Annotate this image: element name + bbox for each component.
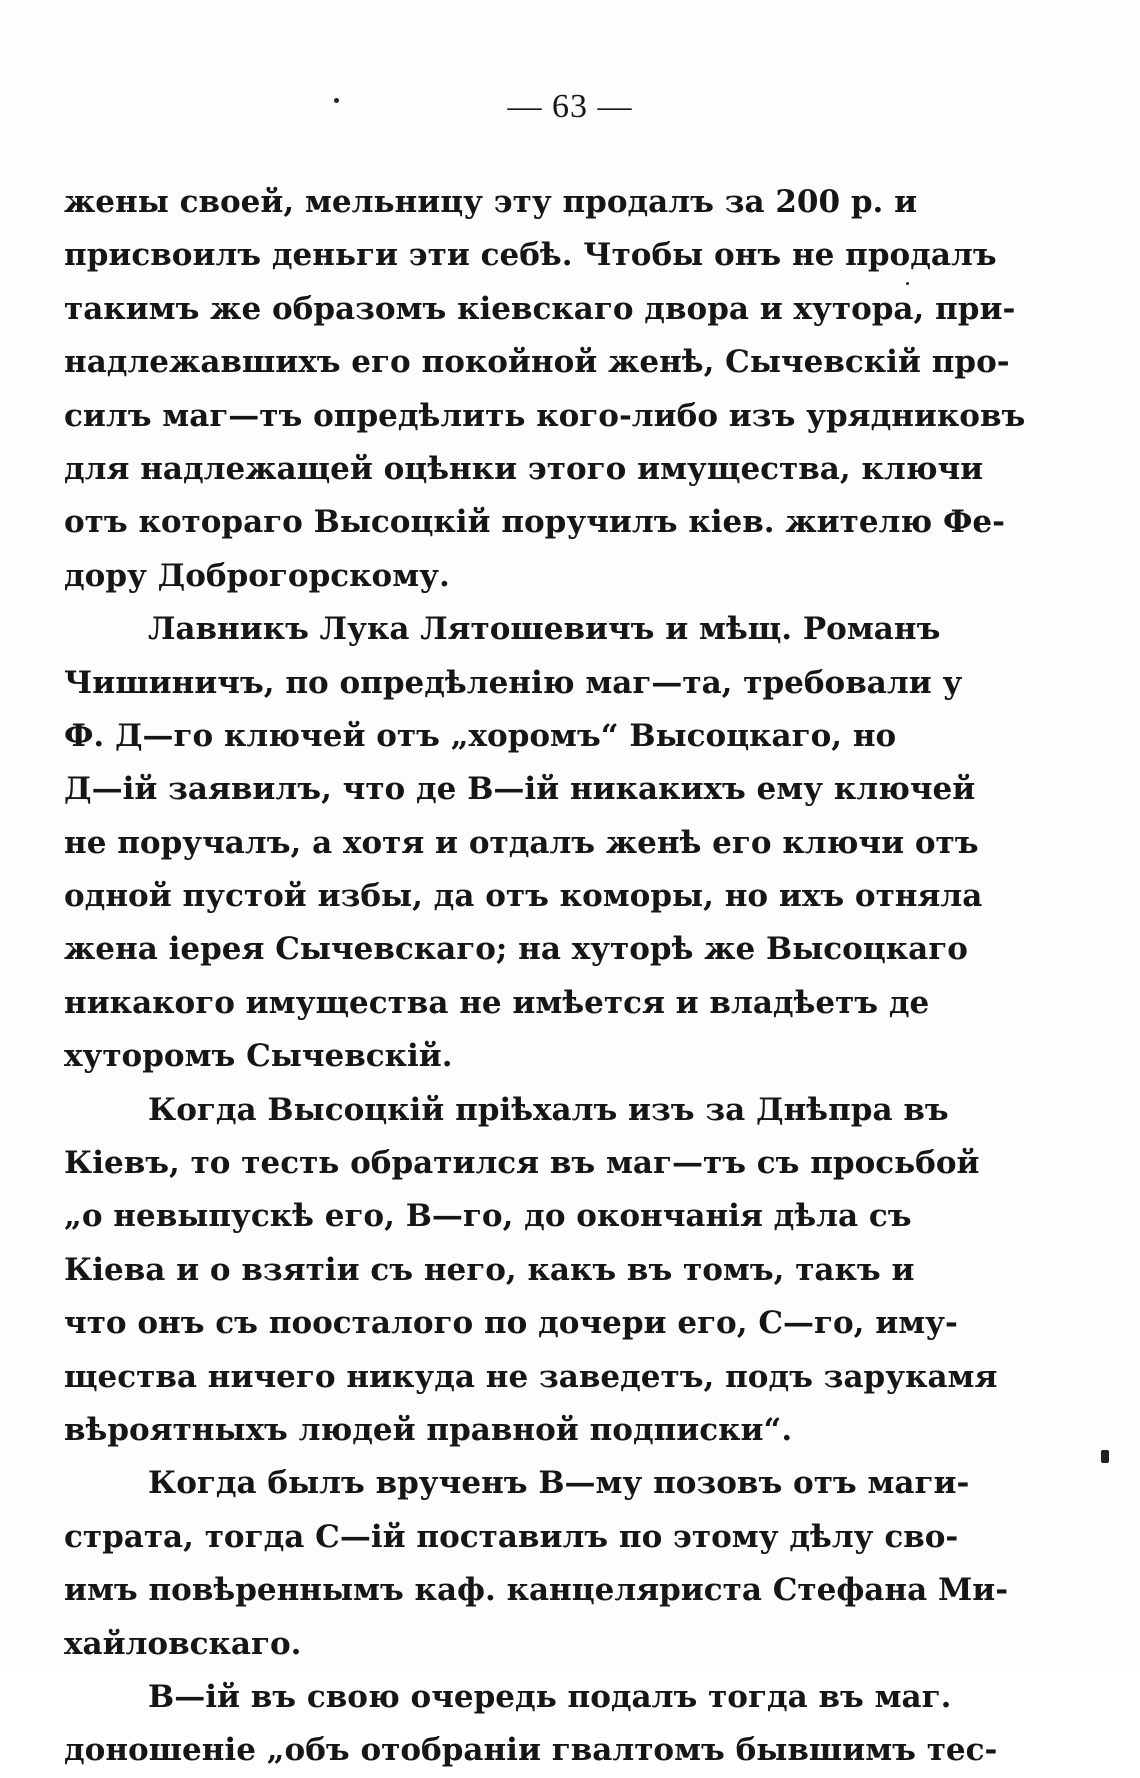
text-line: присвоилъ деньги эти себѣ. Чтобы онъ не продалъ: [64, 237, 997, 274]
text-line: вѣроятныхъ людей правной подписки“.: [64, 1411, 793, 1448]
text-line: страта, тогда С—ій поставилъ по этому дѣлу сво-: [64, 1518, 959, 1555]
text-line: Кіева и о взятіи съ него, какъ въ томъ, такъ и: [64, 1251, 915, 1288]
text-line: Когда Высоцкій пріѣхалъ изъ за Днѣпра въ: [148, 1091, 949, 1128]
text-line: жена іерея Сычевскаго; на хуторѣ же Высоцкаго: [64, 931, 968, 968]
text-line: имъ повѣреннымъ каф. канцеляриста Стефана Ми-: [64, 1572, 1009, 1609]
text-line: надлежавшихъ его покойной женѣ, Сычевскій про-: [64, 344, 1010, 381]
text-line: „о невыпускѣ его, В—го, до окончанія дѣла съ: [64, 1198, 912, 1235]
text-line: Лавникъ Лука Лятошевичъ и мѣщ. Романъ: [148, 611, 941, 648]
text-line: Кіевъ, то тесть обратился въ маг—тъ съ просьбой: [64, 1145, 980, 1182]
paragraph-2: [64, 603, 983, 1084]
scan-speck: [334, 98, 339, 103]
text-line: такимъ же образомъ кіевскаго двора и хутора, при-: [64, 290, 1016, 327]
page-number: — 63 —: [507, 88, 633, 125]
text-line: хайловскаго.: [64, 1625, 302, 1662]
paragraph-1: [64, 176, 1026, 603]
text-line: отъ котораго Высоцкій поручилъ кіев. жителю Фе-: [64, 504, 1005, 541]
text-line: что онъ съ поосталого по дочери его, С—го, иму-: [64, 1305, 958, 1342]
text-line: одной пустой избы, да отъ коморы, но ихъ отняла: [64, 878, 983, 915]
text-line: Когда былъ врученъ В—му позовъ отъ маги-: [148, 1465, 970, 1502]
text-line: доношеніе „объ отобраніи гвалтомъ бывшимъ тес-: [64, 1732, 998, 1769]
body-text: [64, 176, 1026, 1778]
text-line: Ф. Д—го ключей отъ „хоромъ“ Высоцкаго, но: [64, 717, 897, 754]
text-line: хуторомъ Сычевскій.: [64, 1038, 453, 1075]
text-line: силъ маг—тъ опредѣлить кого-либо изъ урядниковъ: [64, 397, 1026, 434]
text-line: В—ій въ свою очередь подалъ тогда въ маг.: [148, 1678, 952, 1715]
paragraph-3: [64, 1084, 998, 1458]
text-line: щества ничего никуда не заведетъ, подъ зарукамя: [64, 1358, 998, 1395]
scan-speck: [906, 282, 909, 285]
paragraph-4: [64, 1457, 1009, 1671]
text-line: Чишиничъ, по опредѣленію маг—та, требовали у: [64, 664, 963, 701]
text-line: дору Доброгорскому.: [64, 557, 450, 594]
text-line: для надлежащей оцѣнки этого имущества, ключи: [64, 450, 984, 487]
text-line: никакого имущества не имѣется и владѣетъ де: [64, 984, 930, 1021]
scan-speck: [1101, 1450, 1109, 1463]
text-line: не поручалъ, а хотя и отдалъ женѣ его ключи отъ: [64, 824, 979, 861]
paragraph-5: [64, 1671, 998, 1778]
text-line: Д—ій заявилъ, что де В—ій никакихъ ему ключей: [64, 771, 976, 808]
text-line: жены своей, мельницу эту продалъ за 200 р. и: [64, 184, 918, 220]
